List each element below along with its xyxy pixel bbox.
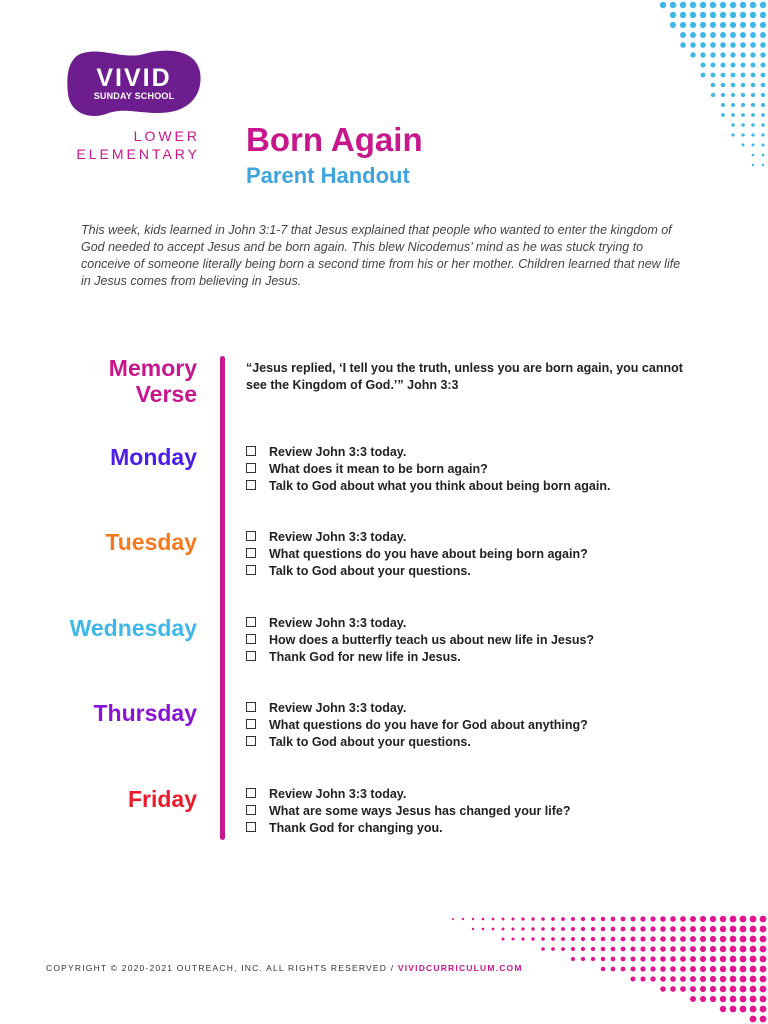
task-item [246, 734, 588, 751]
task-text: Review John 3:3 today. [269, 445, 407, 459]
task-text: What questions do you have for God about anything? [269, 718, 588, 732]
grade-line-1: LOWER [133, 128, 200, 144]
task-text: How does a butterfly teach us about new life in Jesus? [269, 633, 595, 647]
grade-line-2: ELEMENTARY [76, 146, 200, 162]
task-item [246, 461, 610, 478]
task-item [246, 632, 594, 649]
task-text: Review John 3:3 today. [269, 787, 407, 801]
task-item [246, 546, 588, 563]
day-label-friday: Friday [127, 786, 197, 812]
task-item [246, 803, 571, 820]
checkbox[interactable] [246, 565, 256, 575]
checkbox[interactable] [246, 548, 256, 558]
page-title: Born Again [246, 121, 423, 158]
task-item [246, 563, 588, 580]
checkbox[interactable] [246, 531, 256, 541]
page-subtitle: Parent Handout [246, 163, 410, 188]
task-item [246, 700, 588, 717]
memory-verse-label [109, 355, 197, 407]
checkbox[interactable] [246, 805, 256, 815]
task-item [246, 529, 588, 546]
task-list-monday [246, 444, 610, 495]
day-label-monday: Monday [110, 444, 197, 470]
task-item [246, 820, 571, 837]
checkbox[interactable] [246, 719, 256, 729]
task-text: Review John 3:3 today. [269, 530, 407, 544]
logo-tagline: SUNDAY SCHOOL [93, 91, 175, 101]
task-item [246, 444, 610, 461]
task-list-thursday [246, 700, 588, 751]
checkbox[interactable] [246, 480, 256, 490]
day-label-thursday: Thursday [93, 700, 197, 726]
task-text: Review John 3:3 today. [269, 616, 407, 630]
task-item [246, 717, 588, 734]
checkbox[interactable] [246, 446, 256, 456]
section-divider [220, 356, 225, 840]
checkbox[interactable] [246, 788, 256, 798]
task-list-tuesday [246, 529, 588, 580]
memory-label-line1: Memory [108, 355, 197, 381]
task-text: Thank God for new life in Jesus. [269, 650, 461, 664]
footer-copyright: COPYRIGHT © 2020-2021 OUTREACH, INC. ALL RIGHTS RESERVED / [46, 963, 398, 973]
footer [46, 963, 523, 973]
task-text: Review John 3:3 today. [269, 701, 407, 715]
footer-link[interactable]: VIVIDCURRICULUM.COM [397, 963, 523, 973]
decorative-dots-top [638, 0, 768, 170]
task-text: What are some ways Jesus has changed your life? [269, 804, 571, 818]
checkbox[interactable] [246, 634, 256, 644]
checkbox[interactable] [246, 702, 256, 712]
task-text: Thank God for changing you. [269, 821, 443, 835]
task-text: Talk to God about what you think about being born again. [269, 479, 611, 493]
checkbox[interactable] [246, 822, 256, 832]
vivid-logo [66, 46, 202, 120]
checkbox[interactable] [246, 617, 256, 627]
task-item [246, 786, 571, 803]
task-item [246, 615, 594, 632]
intro-paragraph: This week, kids learned in John 3:1-7 that Jesus explained that people who wanted to enter the kingdom of God needed to accept Jesus and be born again. This blew Nicodemus’ mind as he was stuck trying to conceive of someone literally being born a second time from his or her mother. Children learned that new life in Jesus comes from believing in Jesus. [81, 223, 681, 288]
day-label-tuesday: Tuesday [105, 529, 197, 555]
checkbox[interactable] [246, 736, 256, 746]
task-item [246, 478, 610, 495]
checkbox[interactable] [246, 651, 256, 661]
task-text: Talk to God about your questions. [269, 735, 471, 749]
memory-label-line2: Verse [135, 381, 197, 407]
task-text: Talk to God about your questions. [269, 564, 471, 578]
task-list-friday [246, 786, 571, 837]
memory-verse-text: “Jesus replied, ‘I tell you the truth, unless you are born again, you cannot see the Kingdom of God.’” John 3:3 [246, 361, 683, 392]
task-item [246, 649, 594, 666]
task-text: What does it mean to be born again? [269, 462, 488, 476]
task-list-wednesday [246, 615, 594, 666]
checkbox[interactable] [246, 463, 256, 473]
logo-title: VIVID [96, 64, 172, 92]
day-label-wednesday: Wednesday [69, 615, 197, 641]
task-text: What questions do you have about being born again? [269, 547, 588, 561]
